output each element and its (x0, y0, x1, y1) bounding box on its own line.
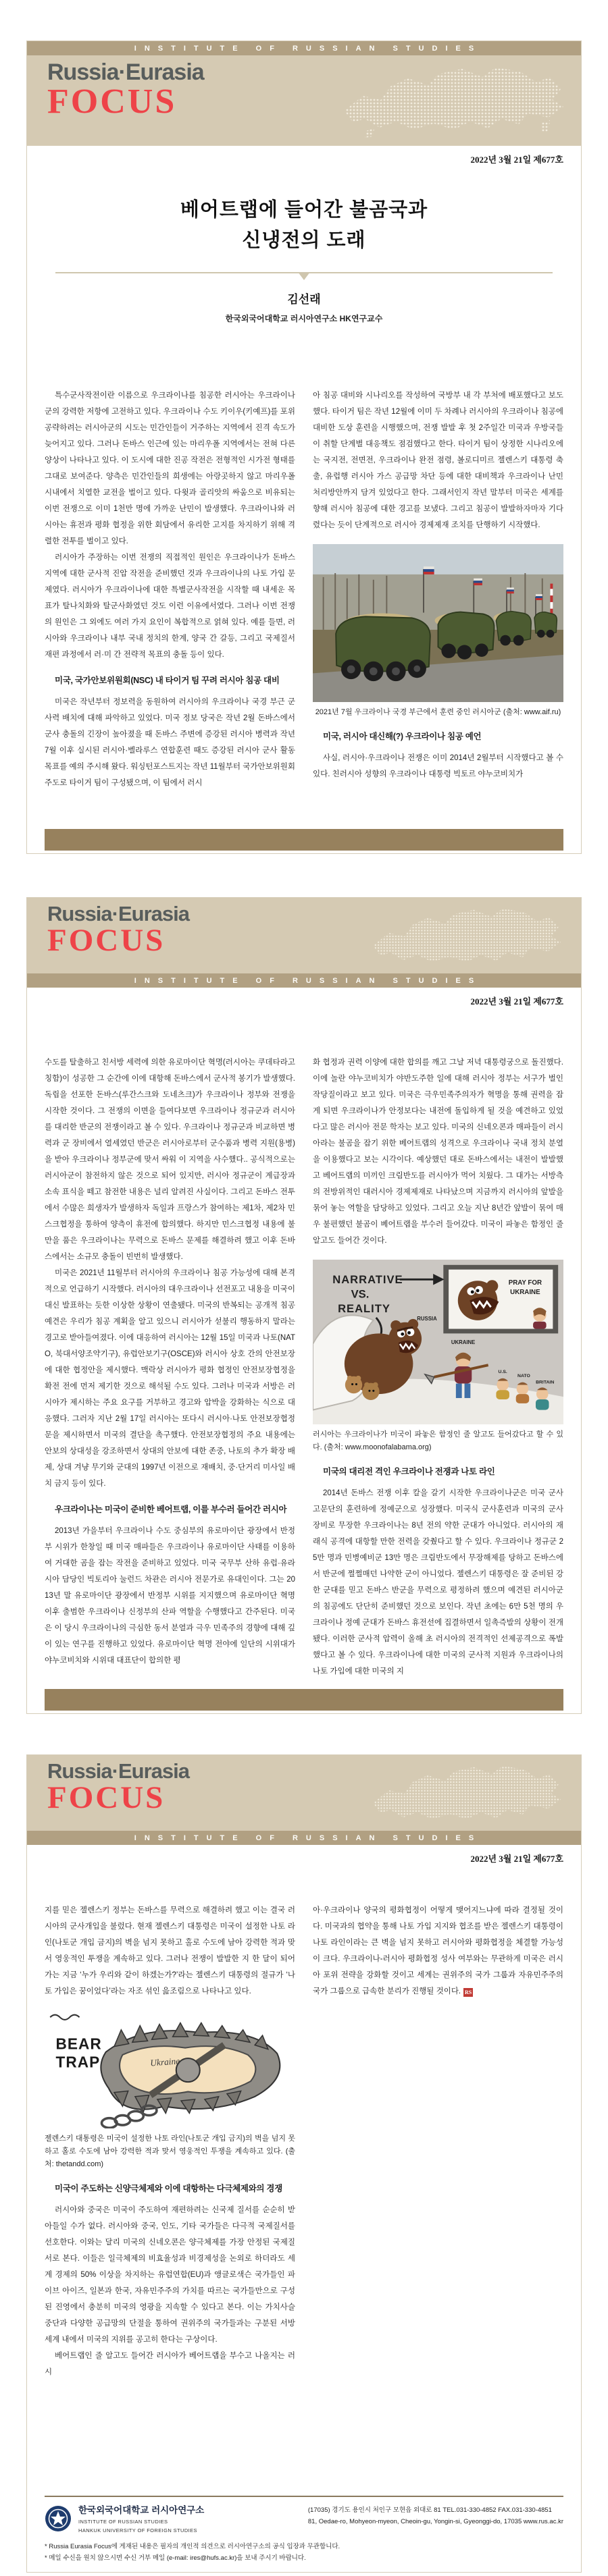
reality-label: REALITY (338, 1302, 390, 1316)
disclaimer-note: * Russia Eurasia Focus에 게재된 내용은 필자의 개인적 의견으로 러시아연구소의 공식 입장과 무관합니다. (45, 2542, 340, 2550)
us-label: U.S. (498, 1369, 507, 1374)
paragraph: 미국은 작년부터 정보력을 동원하여 러시아의 우크라이나 국경 부근 군사력 배치에 대해 파악하고 있었다. 미국 정보 당국은 작년 2월 돈바스에서 군사 충돌의 긴장이 높아졌을 때 돈바스 주변에 증강된 러시아 병력과 작년 7월 이후 실시된 러시아·벨라루스 연합훈련 때도 증강된 러시아 군사 활동 목표를 예의 주시해 왔다. 워싱턴포스트지는 작년 11월부터 국가안보위원회 주도로 타이거 팀이 구성됐으며, 이 팀에서 러시 (45, 697, 295, 787)
brand-focus: FOCUS (47, 82, 177, 121)
paragraph (313, 1902, 563, 2000)
brand-logo (47, 59, 204, 121)
publisher-name-kr: 한국외국어대학교 러시아연구소 (78, 2505, 205, 2516)
section-heading: 미국의 대리전 격인 우크라이나 전쟁과 나토 라인 (323, 1467, 495, 1477)
masthead (27, 898, 581, 973)
paragraph: 사실, 러시아·우크라이나 전쟁은 이미 2014년 2월부터 시작했다고 볼 수 있다. 친러시아 성향의 우크라이나 대통령 빅토르 야누코비치가 (313, 754, 563, 779)
photo-caption: 2021년 7월 우크라이나 국경 부근에서 훈련 중인 러시아군 (출처: www.aif.ru) (315, 708, 561, 717)
issue-date: 2022년 3월 21일 제677호 (470, 1854, 563, 1864)
institute-banner-text: INSTITUTE OF RUSSIAN STUDIES (134, 44, 482, 53)
brand-focus: FOCUS (47, 923, 166, 958)
brand-russia-eurasia: Russia·Eurasia (47, 1759, 189, 1783)
article-title-line2: 신냉전의 도래 (242, 229, 366, 251)
ukraine-label: UKRAINE (451, 1339, 476, 1345)
paragraph: 2013년 가을부터 우크라이나 수도 중심부의 유로마이단 광장에서 반정부 시위가 한창일 때 미국 매파들은 우크라이나 유로마이단 사태를 이용하여 거대한 곰을 잡는 작전을 준비하고 있었다. 미국 국무부 산하 유럽·유라시아 담당인 빅토리아 눌런드 차관은 러시아 전문가로 유대인이다. 그는 2013년 말 유로마이단 광장에서 반정부 시위를 지지했으며 유로마이단 혁명 이후 출범한 우크라이나 신정부의 산파 역할을 수행했다고 간주된다. 미국은 이 당시 우크라이나의 극심한 동서 분열과 극우 민족주의 경향에 대해 깊이 있는 연구를 진행하고 있었다. 유로마이단 혁명 전야에 일단의 시위대가 야누코비치와 시위대 대표단이 합의한 평 (45, 1527, 295, 1665)
brand-logo (47, 1761, 189, 1813)
page1-right-column (313, 387, 563, 791)
brand-russia-eurasia: Russia·Eurasia (47, 59, 204, 85)
publisher-name-block (78, 2505, 204, 2533)
publisher-name-en2: HANKUK UNIVERSITY OF FOREIGN STUDIES (78, 2527, 197, 2533)
paragraph: 화 협정과 권력 이양에 대한 합의를 깨고 그날 저녁 대통령궁으로 돌진했다. 이에 놀란 야누코비치가 야반도주한 일에 대해 러시아 정부는 서구가 벌인 작당질이라고 보고 있다. 미국은 극우민족주의자가 혁명을 통해 권력을 잡게 되면 우크라이나가 안정보다는 내전에 돌입하게 될 것을 예견하고 있었다고 많은 러시아 전문 학자는 보고 있다. 미국의 신네오콘과 매파들이 러시아라는 불곰을 잡기 위한 베어트랩의 성격으로 우크라이나 국내 정치 분열을 이용했다고 보는 시각이다. 예상했던 대로 돈바스에서는 내전이 발발했고 베어트랩의 미끼인 크림반도를 러시아가 먹어 치웠다. 그 대가는 서방측의 전방위적인 대러시아 경제제재로 나타났으며 지금까지 러시아의 앞발을 묶어 놓는 역할을 담당하고 있었다. 그리고 오늘 지난 8년간 앞발이 묶여 매우 불편했던 불곰이 베어트랩을 부수러 들어갔다. 미국이 파놓은 함정인 줄 알고도 들어간 것이다. (313, 1058, 563, 1245)
russia-dotted-map-icon (353, 901, 576, 973)
publisher-address-block (308, 2505, 563, 2527)
title-divider (55, 272, 553, 273)
institute-banner-text: INSTITUTE OF RUSSIAN STUDIES (134, 976, 482, 985)
russia-dotted-map-icon (353, 1758, 576, 1831)
armored-vehicle-4 (534, 612, 557, 637)
russia-dotted-map-icon (326, 58, 576, 143)
newsletter-page-3 (26, 1754, 582, 2573)
author-affiliation: 한국외국어대학교 러시아연구소 HK연구교수 (225, 313, 383, 323)
section-heading: 미국, 러시아 대신해(?) 우크라이나 침공 예언 (323, 732, 482, 742)
narrative-label: NARRATIVE (332, 1273, 403, 1287)
page-footer-bar (45, 1689, 563, 1711)
paragraph: 2014년 돈바스 전쟁 이후 칼을 갈기 시작한 우크라이나군은 미국 군사 고문단의 훈련하에 정예군으로 성장했다. 미국식 군사훈련과 미국의 군사 장비로 무장한 우크라이나는 8년 전의 약한 군대가 아니었다. 러시아의 재래식 공격에 대항할 만한 전력을 갖췄다고 할 수 있다. 우크라이나 정규군 25만 명과 민병예비군 13만 명은 크림반도에서 무장해제를 당하고 돈바스에서 반군에 쩔쩔매던 나약한 군이 아니었다. 젤렌스키 대통령은 잘 준비된 강한 군대를 믿고 돈바스 반군을 무력으로 평정하려 했으며 예견된 러시아군의 침공에도 단단히 준비했던 것으로 보인다. 작년 초에는 6만 5천 명의 우크라이나 정예 군대가 돈바스 휴전선에 집결하면서 일촉즉발의 상황이 전개됐다. 이러한 군사적 압력이 올해 초 러시아의 전격적인 선제공격으로 폭발했다고 볼 수 있다. 우크라이나에 대한 미국의 군사적 지원과 우크라이나의 나토 가입에 대한 미국의 지 (313, 1489, 563, 1676)
newsletter-page-2 (26, 897, 582, 1714)
bear-trap-map-image (45, 2010, 295, 2128)
institute-banner (27, 973, 581, 988)
page-footer-bar (45, 829, 563, 851)
page3-left-column (45, 1902, 295, 2380)
brand-russia-eurasia: Russia·Eurasia (47, 902, 189, 925)
russia-label: RUSSIA (417, 1315, 437, 1322)
publisher-address-en: 81, Oedae-ro, Mohyeon-myeon, Cheoin-gu, Yongin-si, Gyeonggi-do, 17035 www.rus.ac.kr (307, 2517, 563, 2525)
publisher-name-en1: INSTITUTE OF RUSSIAN STUDIES (78, 2518, 168, 2525)
divider-triangle-icon (298, 272, 310, 280)
section-heading: 미국, 국가안보위원회(NSC) 내 타이거 팀 꾸려 러시아 침공 대비 (55, 675, 280, 685)
page1-left-column (45, 387, 295, 791)
university-emblem-icon (45, 2505, 72, 2532)
footer-divider (45, 2496, 563, 2497)
tv-person (533, 1308, 547, 1329)
paragraph: 아 침공 대비와 시나리오를 작성하여 국방부 내 각 부처에 배포했다고 보도했다. 타이거 팀은 작년 12월에 이미 두 차례나 러시아의 우크라이나 침공에 대비한 도상 훈련을 시행했으며, 전쟁 발발 후 첫 2주일간 미국과 우방국들이 취할 단계별 대응책도 점검했다고 한다. 타이거 팀이 상정한 시나리오에는 국지전, 전면전, 우크라이나 완전 점령, 볼로디미르 젤렌스키 대통령 축출, 유럽행 러시아 가스 공급망 차단 등에 대한 대비책과 우크라이나 난민 처리방안까지 담겨 있었다고 한다. 그래서인지 작년 말부터 미국은 세계를 향해 러시아 침공에 대한 경고를 보냈다. 그리고 침공이 발발하자마자 기다렸다는 듯이 단계적으로 러시아 경제제재 조치를 단행하기 시작했다. (313, 391, 563, 529)
article-title-line1: 베어트랩에 들어간 불곰국과 (180, 199, 428, 221)
paragraph: 수도를 탈출하고 친서방 세력에 의한 유로마이단 혁명(러시아는 쿠데타라고 칭함)이 성공한 그 순간에 이에 대항해 돈바스에서 군사적 봉기가 발생했다. 독립을 선포한 돈바스(루간스크와 도네츠크)가 우크라이나 정부와 전쟁을 시작한 것이다. 그 전쟁의 이면을 들여다보면 우크라이나 정규군과 러시아를 대리한 반군의 전쟁이라고 볼 수 있다. 우크라이나 정규군과 비교하면 병력과 군 장비에서 열세였던 반군은 러시아로부터 군수품과 병력 지원(용병)을 받아 우크라이나 정부군에 맞서 싸워 이 지역을 사수했다.. 공식적으로는 러시아군이 참전하지 않은 것으로 되어 있지만, 러시아 정규군이 계급장과 소속 표식을 떼고 참전한 내용은 널리 알려진 사실이다. 그리고 돈바스 전투에서 수많은 희생자가 발생하자 독일과 프랑스가 참여하는 제1차, 제2차 민스크협정을 통하여 양측이 휴전에 합의했다. 하지만 민스크협정 내용에 불만을 품은 우크라이나는 무력으로 돈바스 문제를 해결하려 했고 이후 돈바스에서는 소규모 충돌이 빈번히 발생했다. (45, 1058, 295, 1261)
institute-banner (27, 1831, 581, 1845)
publisher-footer (45, 2496, 563, 2564)
paragraph: 미국은 2021년 11월부터 러시아의 우크라이나 침공 가능성에 대해 본격적으로 언급하기 시작했다. 러시아의 대우크라이나 선전포고 내용을 미국이 대신 발표하는 듯한 이상한 상황이 연출됐다. 미국의 반복되는 공개적 침공 예견은 우리가 침공 계획을 알고 있으니 러시아가 섣불리 행동하지 말라는 경고로 받아들여졌다. 이에 대응하여 러시아는 12월 15일 미국과 나토(NATO, 북대서양조약기구), 유럽안보기구(OSCE)와 러시아 상호 간의 안전보장에 대한 협정안을 제시했다. 맥락상 러시아가 평화 협정인 안전보장협정을 확전 전에 먼저 제기한 것으로 해석될 수도 있다. 그러나 미국과 서방은 러시아가 제시하는 주요 요구를 거부하고 경고와 압박을 강화하는 식으로 대응했다. 그러자 지난 2월 17일 러시아는 또다시 러시아·나토 안전보장협정문을 제시하면서 미국의 결단을 촉구했다. 안전보장협정의 주요 내용에는 안보의 상대성을 강조하면서 상대의 안보에 대한 존중, 나토의 추가 확장 배제, 상대 겨냥 무기와 군대의 1997년 이전으로 재배치, 중·단거리 미사일 배치 금지 등이 있다. (45, 1269, 295, 1488)
brand-focus: FOCUS (47, 1780, 166, 1815)
bear-trap-label-line2: TRAP (55, 2053, 101, 2071)
cartoon-caption: 러시아는 우크라이나가 미국이 파놓은 함정인 줄 알고도 들어갔다고 할 수 있다. (출처: www.moonofalabama.org) (313, 1430, 563, 1452)
paragraph: 특수군사작전이란 이름으로 우크라이나를 침공한 러시아는 우크라이나군의 강력한 저항에 고전하고 있다. 우크라이나 수도 키이우(키예프)를 포위 공략하려는 러시아군의 시도는 민간인들이 거주하는 지역에서 진격 속도가 늦어지고 있다. 그러나 돈바스 인근에 있는 마리우폴 지역에서는 전혀 다른 양상이 나타나고 있다. 이 도시에 대한 진공 작전은 전형적인 시가전 형태를 그대로 보여준다. 양측은 민간인들의 희생에는 아랑곳하지 않고 마리우폴 시내에서 치열한 교전을 벌이고 있다. 다윗과 골리앗의 싸움으로 비유되는 이번 전쟁으로 이미 1천만 명에 가까운 난민이 발생했다. 우크라이나와 러시아는 휴전과 평화 협정을 위한 회담에서 유리한 고지를 차지하기 위해 격렬한 전투를 벌이고 있다. (45, 391, 295, 545)
tv-caption-line1: PRAY FOR (508, 1279, 542, 1287)
nato-label: NATO (517, 1373, 530, 1378)
newsletter-page-1 (26, 41, 582, 854)
page3-columns (27, 1902, 581, 2380)
paragraph-text: 아·우크라이나 양국의 평화협정이 어떻게 맺어지느냐에 따라 결정될 것이다. 미국과의 협약을 통해 나토 가입 지지와 협조를 받은 젤렌스키 대통령이 나토 라인이라는 큰 벽을 넘지 못하고 러시아와 평화협정을 체결할 가능성이 크다. 우크라이나-러시아 평화협정 성사 여부와는 무관하게 미국은 러시아 포위 전략을 강화할 것이고 세계는 권위주의 국가 그룹과 자유민주주의 국가 그룹으로 급속한 분리가 진행될 것이다. (313, 1906, 563, 1995)
section-heading: 우크라이나는 미국이 준비한 베어트랩, 이를 부수러 들어간 러시아 (55, 1505, 287, 1514)
paragraph: 지를 믿은 젤렌스키 정부는 돈바스를 무력으로 해결하려 했고 이는 결국 러시아의 군사개입을 불렀다. 현재 젤렌스키 대통령은 미국이 설정한 나토 라인(나토군 개입 금지)의 벽을 넘지 못하고 홀로 수도에 남아 강력한 적과 맞서 영웅적인 투쟁을 계속하고 있다. 그러나 전쟁이 발발한 지 한 달이 되어가는 지금 ‘누가 우리와 같이 하겠는가?’라는 젤렌스키 대통령의 절규가 ‘나토 가입은 꿈이었다’라는 자조 섞인 읊조림으로 나타나고 있다. (45, 1906, 295, 1995)
issue-date: 2022년 3월 21일 제677호 (470, 996, 563, 1007)
page3-right-column (313, 1902, 563, 2380)
article-title-block (27, 195, 581, 324)
institute-banner-text: INSTITUTE OF RUSSIAN STUDIES (134, 1833, 482, 1842)
russian-troops-photo (313, 544, 563, 702)
tv-caption-line2: UKRAINE (510, 1288, 540, 1296)
focus-endmark-logo: RS (465, 1989, 472, 1995)
armored-vehicle-1 (336, 613, 430, 681)
author-name: 김선래 (287, 292, 321, 306)
masthead (27, 1755, 581, 1831)
footer-notes (45, 2541, 563, 2564)
publisher-address-kr: (17035) 경기도 용인시 처인구 모현읍 외대로 81 TEL.031-330-4852 FAX.031-330-4851 (307, 2506, 552, 2515)
armored-vehicle-3 (494, 611, 532, 645)
armored-vehicle-2 (435, 612, 495, 659)
section-heading: 미국이 주도하는 신양극체제와 이에 대항하는 다극체제와의 경쟁 (55, 2184, 282, 2194)
bear-cartoon-image (313, 1260, 563, 1424)
ukraine-map-label: Ukraine (149, 2056, 180, 2068)
institute-banner (27, 41, 581, 55)
map-caption: 젤렌스키 대통령은 미국이 설정한 나토 라인(나토군 개입 금지)의 벽을 넘지 못하고 홀로 수도에 남아 강력한 적과 맞서 영웅적인 투쟁을 계속하고 있다. (출처: thetandd.com) (45, 2135, 295, 2169)
issue-date: 2022년 3월 21일 제677호 (470, 155, 563, 165)
brand-logo (47, 903, 189, 956)
page2-right-column (313, 1054, 563, 1680)
page2-left-column (45, 1054, 295, 1680)
unsubscribe-note: * 메일 수신을 원치 않으시면 수신 거부 메일 (e-mail: ires@hufs.ac.kr)을 보내 주시기 바랍니다. (45, 2554, 306, 2562)
page2-columns (27, 1054, 581, 1680)
paragraph: 베어트랩인 줄 알고도 들어간 러시아가 베어트랩을 부수고 나올지는 러시 (45, 2352, 295, 2377)
masthead (27, 55, 581, 146)
page1-columns (27, 387, 581, 791)
vs-label: VS. (351, 1287, 370, 1301)
article-title (27, 195, 581, 256)
britain-label: BRITAIN (536, 1380, 555, 1385)
bear-trap-label-line1: BEAR (55, 2035, 102, 2053)
paragraph: 러시아와 중국은 미국이 주도하여 재편하려는 신국제 질서를 순순히 받아들일 수가 없다. 러시아와 중국, 인도, 기타 국가들은 다극적 국제질서를 선호한다. 이와는 달리 미국의 신네오콘은 양극체제를 가장 안정된 국제질서로 본다. 이들은 일극체제의 비효율성과 비경제성을 논외로 하더라도 세계 경제의 50% 이상을 차지하는 유럽연합(EU)과 앵글로색슨 국가들인 파이브 아이즈, 일본과 한국, 자유민주주의 가치를 따르는 국가들만으로 구성된 진영에서 충분히 미국의 영광을 지속할 수 있다고 본다. 이는 가치사슬 중단과 다양한 공급망의 단절을 통하여 권위주의 국가들과는 구분된 서방 세계 내에서 미국의 지위를 공고히 한다는 구상이다. (45, 2206, 295, 2344)
paragraph: 러시아가 주장하는 이번 전쟁의 직접적인 원인은 우크라이나가 돈바스 지역에 대한 군사적 진압 작전을 준비했던 것과 우크라이나의 나토 가입 문제였다. 러시아가 우크라이나에 대한 특별군사작전을 시작할 때 내세운 목표가 탈나치화와 탈군사화였던 것도 이런 이유에서였다. 그러나 이번 전쟁의 원인은 그 외에도 여러 가지 요인이 복합적으로 얽혀 있다. 예를 들면, 러시아와 우크라이나 내부 국내 정치의 한계, 양국 간 갈등, 그리고 국제질서 재편 과정에서 러·미 간 전략적 목표의 충돌 등이 있다. (45, 553, 295, 659)
